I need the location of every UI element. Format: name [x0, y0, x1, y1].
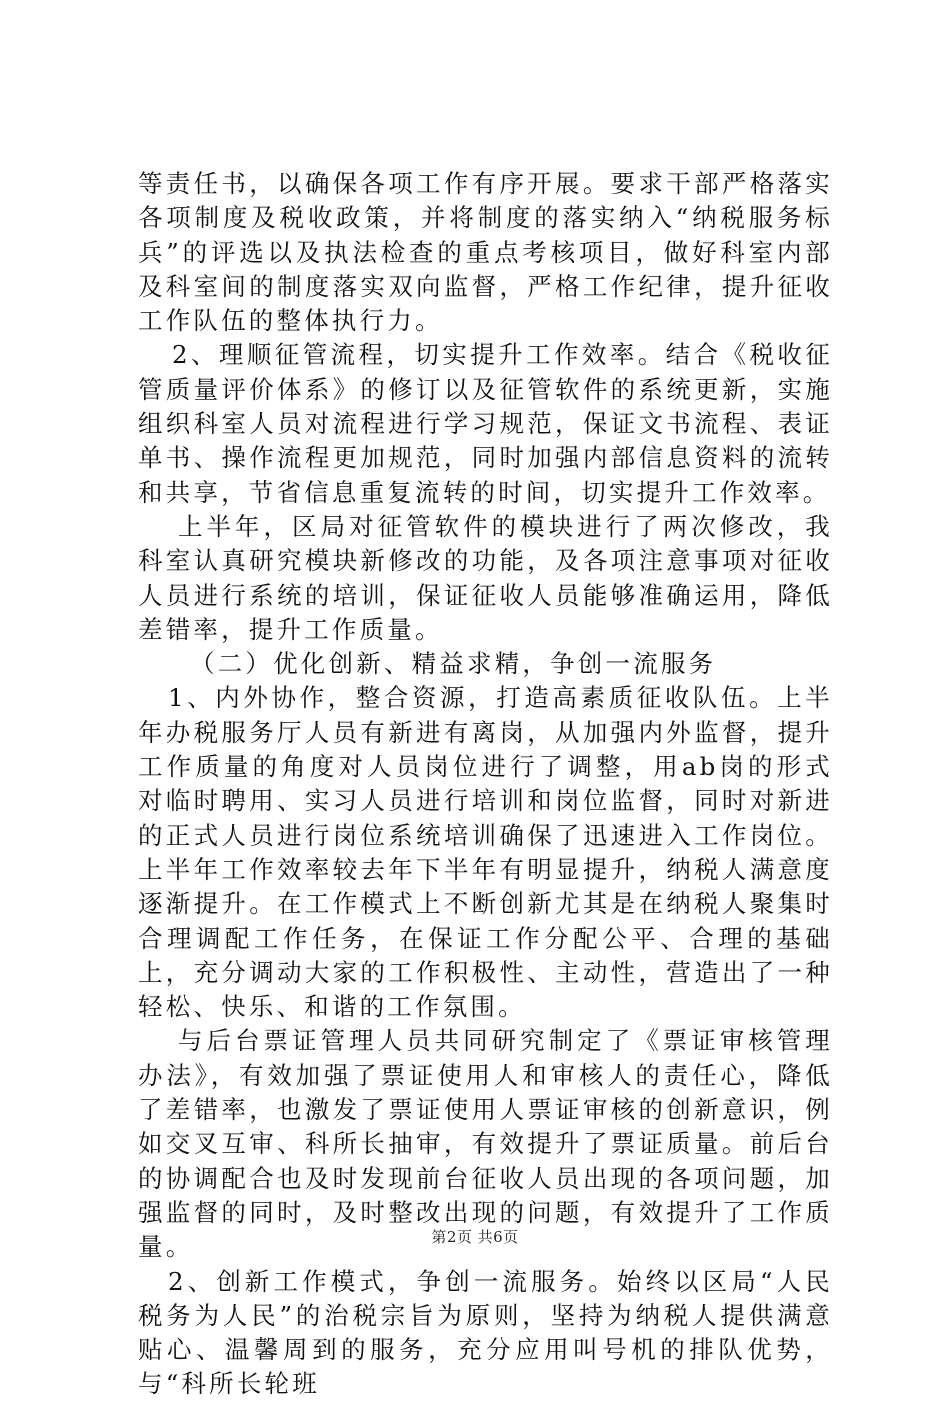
paragraph-innovate-work-mode: 2、创新工作模式，争创一流服务。始终以区局“人民税务为人民”的治税宗旨为原则，坚持为纳税人提供满意贴心、温馨周到的服务，充分应用叫号机的排队优势，与“科所长轮班 [138, 1266, 833, 1399]
paragraph-ticket-review: 与后台票证管理人员共同研究制定了《票证审核管理办法》，有效加强了票证使用人和审核人的责任心，降低了差错率，也激发了票证使用人票证审核的创新意识，例如交叉互审、科所长抽审，有效提升了票证质量。前后台的协调配合也及时发现前台征收人员出现的各项问题，加强监督的同时，及时整改出现的问题，有效提升了工作质量。 [138, 1026, 833, 1262]
paragraph-internal-external-collaboration: 1、内外协作，整合资源，打造高素质征收队伍。上半年办税服务厅人员有新进有离岗，从加强内外监督，提升工作质量的角度对人员岗位进行了调整，用ab岗的形式对临时聘用、实习人员进行培训和岗位监督，同时对新进的正式人员进行岗位系统培训确保了迅速进入工作岗位。上半年工作效率较去年下半年有明显提升，纳税人满意度逐渐提升。在工作模式上不断创新尤其是在纳税人聚集时合理调配工作任务，在保证工作分配公平、合理的基础上，充分调动大家的工作积极性、主动性，营造出了一种轻松、快乐、和谐的工作氛围。 [138, 683, 833, 1022]
paragraph-software-training: 上半年，区局对征管软件的模块进行了两次修改，我科室认真研究模块新修改的功能，及各项注意事项对征收人员进行系统的培训，保证征收人员能够准确运用，降低差错率，提升工作质量。 [138, 511, 833, 644]
paragraph-continuation: 等责任书，以确保各项工作有序开展。要求干部严格落实各项制度及税收政策，并将制度的落实纳入“纳税服务标兵”的评选以及执法检查的重点考核项目，做好科室内部及科室间的制度落实双向监督，严格工作纪律，提升征收工作队伍的整体执行力。 [138, 169, 833, 336]
document-body [138, 167, 833, 1402]
page-footer: 第2页 共6页 [431, 1228, 519, 1246]
paragraph-streamline-process: 2、理顺征管流程，切实提升工作效率。结合《税收征管质量评价体系》的修订以及征管软件的系统更新，实施组织科室人员对流程进行学习规范，保证文书流程、表证单书、操作流程更加规范，同时加强内部信息资料的流转和共享，节省信息重复流转的时间，切实提升工作效率。 [138, 340, 833, 507]
section-heading-optimize-innovate: （二）优化创新、精益求精，争创一流服务 [190, 649, 717, 679]
